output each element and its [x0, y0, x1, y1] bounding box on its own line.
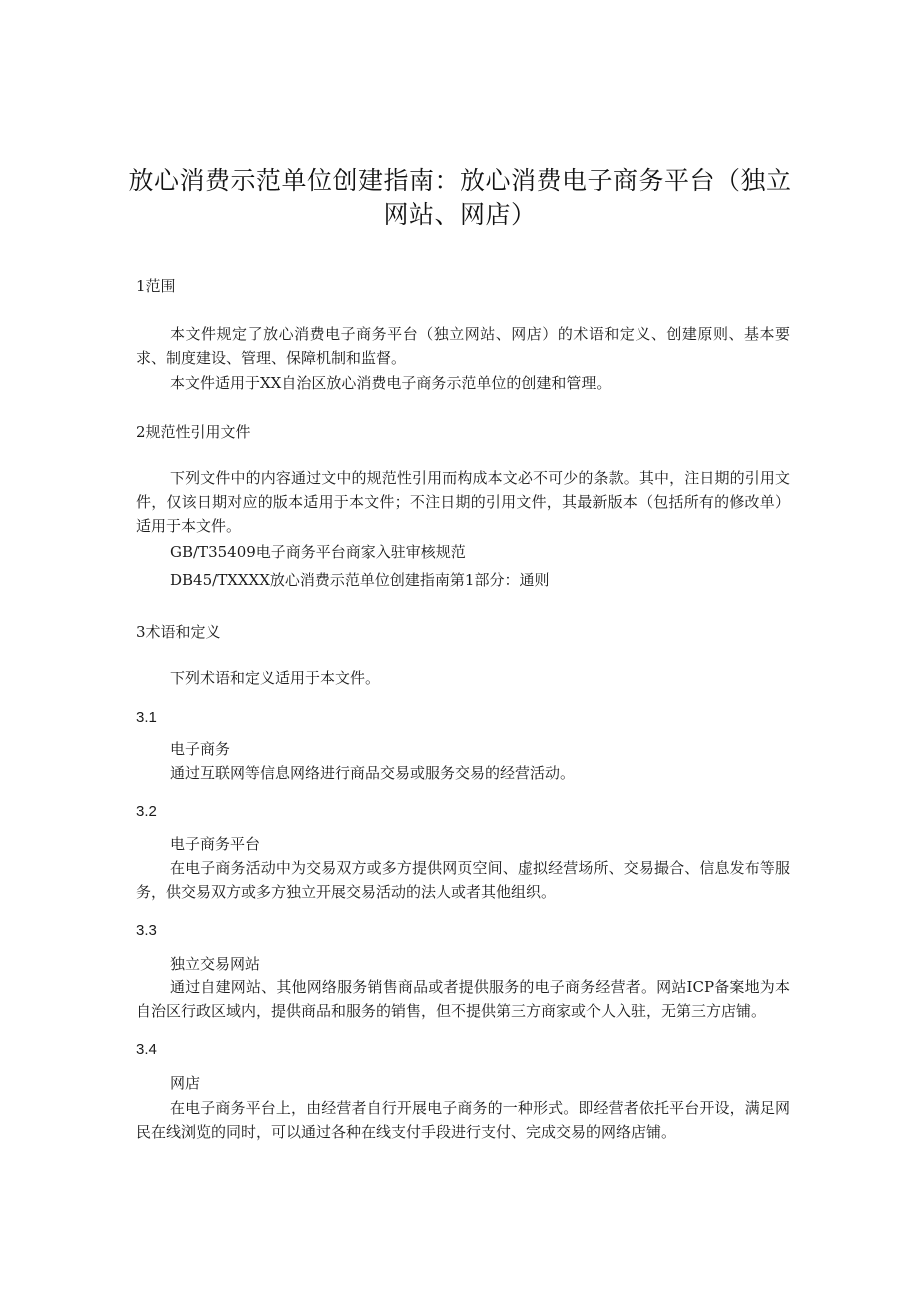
term-definition: 通过互联网等信息网络进行商品交易或服务交易的经营活动。 [170, 764, 576, 782]
term-name: 网店 [170, 1074, 201, 1092]
term-definition: 在电子商务平台上，由经营者自行开展电子商务的一种形式。即经营者依托平台开设，满足网民在线浏览的同时，可以通过各种在线支付手段进行支付、完成交易的网络店铺。 [136, 1099, 790, 1141]
term-name: 电子商务平台 [170, 835, 261, 853]
terms-intro: 下列术语和定义适用于本文件。 [170, 669, 381, 687]
normative-ref-1: GB/T35409电子商务平台商家入驻审核规范 [170, 543, 466, 561]
section-heading-terms: 3术语和定义 [136, 623, 221, 641]
term-number: 3.2 [136, 803, 157, 820]
scope-paragraph-1: 本文件规定了放心消费电子商务平台（独立网站、网店）的术语和定义、创建原则、基本要求、制度建设、管理、保障机制和监督。 [136, 325, 790, 367]
term-definition: 在电子商务活动中为交易双方或多方提供网页空间、虚拟经营场所、交易撮合、信息发布等服务，供交易双方或多方独立开展交易活动的法人或者其他组织。 [136, 859, 790, 901]
term-number: 3.4 [136, 1041, 157, 1058]
term-number: 3.3 [136, 922, 157, 939]
normative-ref-2: DB45/TXXXX放心消费示范单位创建指南第1部分：通则 [170, 571, 550, 589]
document-title-line-2: 网站、网店） [383, 200, 537, 229]
section-heading-normative-refs: 2规范性引用文件 [136, 423, 251, 441]
normative-refs-paragraph: 下列文件中的内容通过文中的规范性引用而构成本文必不可少的条款。其中，注日期的引用文件，仅该日期对应的版本适用于本文件；不注日期的引用文件，其最新版本（包括所有的修改单）适用于本文件。 [136, 469, 790, 535]
section-heading-scope: 1范围 [136, 277, 176, 295]
term-definition: 通过自建网站、其他网络服务销售商品或者提供服务的电子商务经营者。网站ICP备案地为本自治区行政区域内，提供商品和服务的销售，但不提供第三方商家或个人入驻，无第三方店铺。 [136, 978, 790, 1020]
document-title-line-1: 放心消费示范单位创建指南：放心消费电子商务平台（独立 [128, 166, 792, 195]
term-name: 电子商务 [170, 740, 231, 758]
term-name: 独立交易网站 [170, 955, 261, 973]
term-number: 3.1 [136, 709, 157, 726]
scope-paragraph-2: 本文件适用于XX自治区放心消费电子商务示范单位的创建和管理。 [170, 374, 612, 392]
